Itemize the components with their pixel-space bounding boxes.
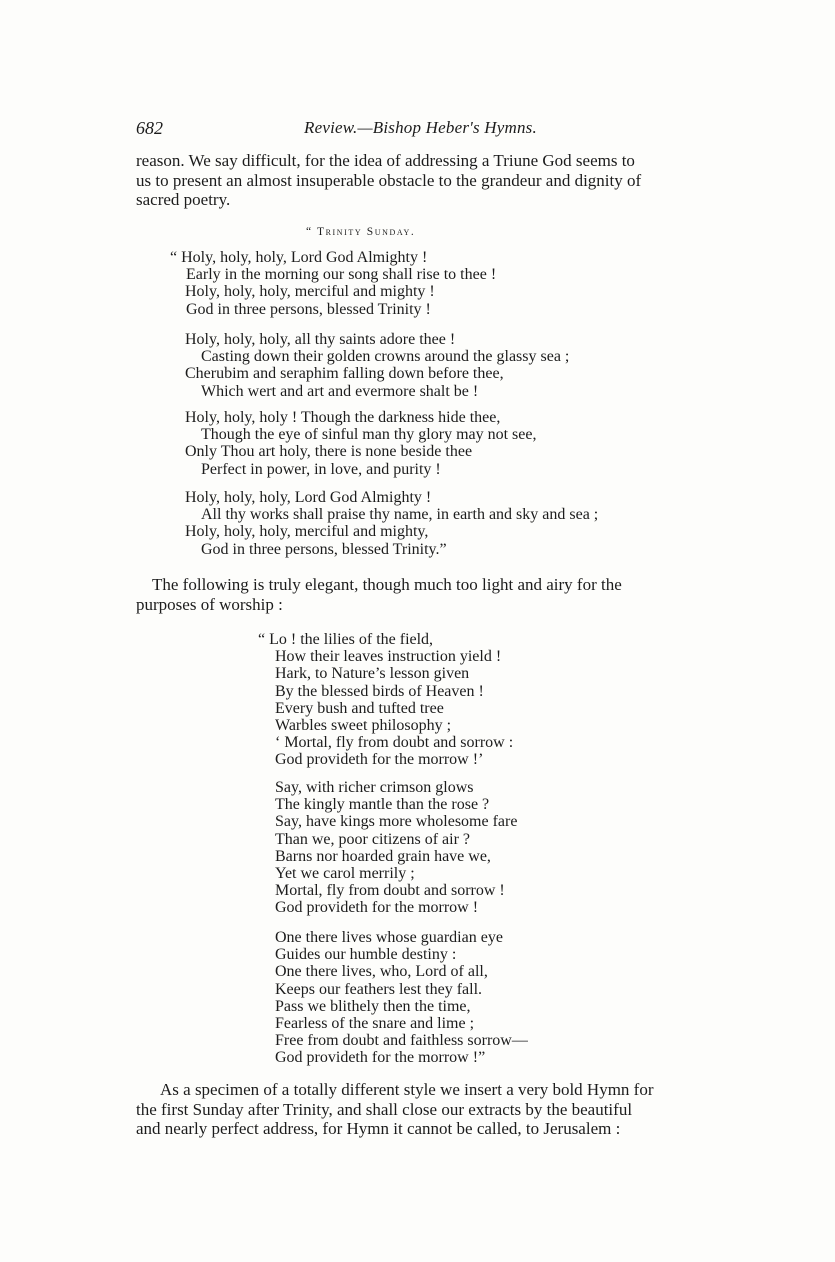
hymn-stanza — [185, 331, 569, 400]
poem-stanza — [275, 929, 528, 1067]
verse-line: Free from doubt and faithless sorrow— — [275, 1032, 528, 1050]
verse-line: God provideth for the morrow !” — [275, 1049, 486, 1067]
poem-stanza — [275, 779, 517, 917]
hymn-stanza — [170, 249, 496, 318]
verse-line: Guides our humble destiny : — [275, 946, 457, 964]
page-header — [136, 118, 716, 142]
hymn-stanza — [185, 489, 598, 558]
verse-line: Perfect in power, in love, and purity ! — [201, 460, 441, 478]
verse-line: Casting down their golden crowns around the glassy sea ; — [201, 348, 570, 366]
middle-paragraph — [136, 575, 718, 614]
poem-stanza — [258, 631, 513, 769]
hymn-title: “ Trinity Sunday. — [306, 226, 416, 238]
verse-line: One there lives whose guardian eye — [275, 929, 503, 946]
verse-line: God in three persons, blessed Trinity.” — [201, 540, 447, 558]
paragraph-line: reason. We say difficult, for the idea of addressing a Triune God seems to — [136, 151, 635, 170]
closing-paragraph — [136, 1080, 718, 1139]
verse-line: The kingly mantle than the rose ? — [275, 796, 490, 814]
page-number: 682 — [136, 118, 163, 138]
verse-line: “ Holy, holy, holy, Lord God Almighty ! — [170, 249, 428, 266]
verse-line: Though the eye of sinful man thy glory may not see, — [201, 426, 537, 444]
paragraph-line: As a specimen of a totally different style we insert a very bold Hymn for — [160, 1080, 654, 1099]
verse-line: Say, have kings more wholesome fare — [275, 813, 518, 831]
verse-line: Holy, holy, holy ! Though the darkness hide thee, — [185, 409, 501, 426]
paragraph-line: and nearly perfect address, for Hymn it cannot be called, to Jerusalem : — [136, 1119, 621, 1138]
verse-line: Early in the morning our song shall rise to thee ! — [186, 266, 497, 284]
verse-line: Pass we blithely then the time, — [275, 997, 471, 1015]
verse-line: Yet we carol merrily ; — [275, 865, 415, 883]
paragraph-line: The following is truly elegant, though much too light and airy for the — [152, 575, 622, 594]
verse-line: Than we, poor citizens of air ? — [275, 830, 471, 848]
verse-line: Cherubim and seraphim falling down before thee, — [185, 365, 504, 383]
verse-line: God in three persons, blessed Trinity ! — [186, 300, 431, 318]
verse-line: Holy, holy, holy, all thy saints adore thee ! — [185, 331, 456, 348]
paragraph-line: sacred poetry. — [136, 190, 231, 209]
verse-line: Warbles sweet philosophy ; — [275, 717, 452, 735]
paragraph-line: the first Sunday after Trinity, and shall close our extracts by the beautiful — [136, 1099, 633, 1119]
verse-line: Mortal, fly from doubt and sorrow ! — [275, 882, 505, 900]
verse-line: Fearless of the snare and lime ; — [275, 1015, 475, 1033]
paragraph-line: purposes of worship : — [136, 594, 283, 614]
verse-line: Which wert and art and evermore shalt be ! — [201, 382, 479, 400]
verse-line: Barns nor hoarded grain have we, — [275, 847, 491, 865]
verse-line: God provideth for the morrow !’ — [275, 751, 484, 769]
verse-line: How their leaves instruction yield ! — [275, 648, 502, 666]
running-title: Review.—Bishop Heber's Hymns. — [304, 118, 537, 137]
verse-line: God provideth for the morrow ! — [275, 899, 479, 917]
verse-line: One there lives, who, Lord of all, — [275, 963, 488, 981]
verse-line: Say, with richer crimson glows — [275, 779, 474, 796]
paragraph-line: us to present an almost insuperable obstacle to the grandeur and dignity of — [136, 170, 642, 190]
intro-paragraph — [136, 151, 718, 210]
verse-line: Holy, holy, holy, Lord God Almighty ! — [185, 489, 432, 506]
verse-line: Hark, to Nature’s lesson given — [275, 665, 470, 683]
verse-line: All thy works shall praise thy name, in earth and sky and sea ; — [201, 506, 599, 524]
verse-line: Holy, holy, holy, merciful and mighty, — [185, 523, 429, 541]
verse-line: ‘ Mortal, fly from doubt and sorrow : — [275, 734, 514, 752]
verse-line: Holy, holy, holy, merciful and mighty ! — [185, 283, 435, 301]
verse-line: Keeps our feathers lest they fall. — [275, 980, 483, 998]
verse-line: Every bush and tufted tree — [275, 699, 444, 717]
hymn-stanza — [185, 409, 536, 478]
verse-line: “ Lo ! the lilies of the field, — [258, 631, 434, 648]
verse-line: Only Thou art holy, there is none beside thee — [185, 443, 473, 461]
verse-line: By the blessed birds of Heaven ! — [275, 682, 484, 700]
